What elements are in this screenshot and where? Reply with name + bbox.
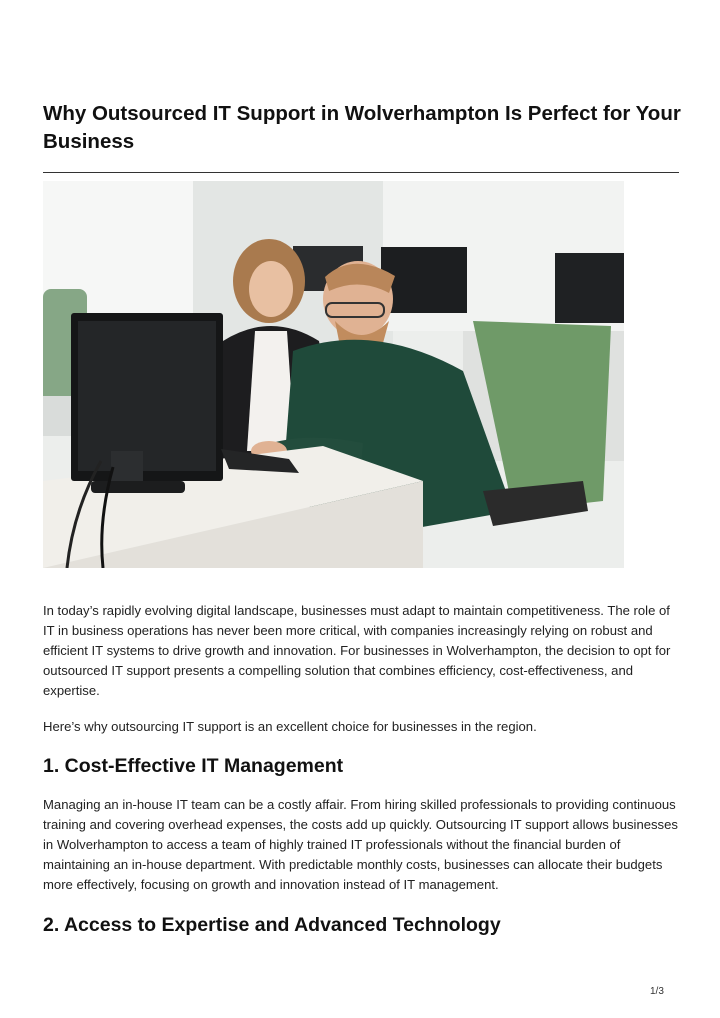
section-paragraph: Managing an in-house IT team can be a costly affair. From hiring skilled professionals to providing continuous training and covering overhead expenses, the costs add up quickly. Outsourcing IT support allows businesses in Wolverhampton to access a team of highly trained IT professionals without the financial burden of maintaining an in-house department. With predictable monthly costs, businesses can allocate their budgets more effectively, focusing on growth and innovation instead of IT management. — [43, 797, 678, 892]
intro-paragraph: In today’s rapidly evolving digital landscape, businesses must adapt to maintain competitiveness. The role of IT in business operations has never been more critical, with companies increasingly relying on robust and efficient IT systems to drive growth and innovation. For businesses in Wolverhampton, the decision to opt for outsourced IT support presents a compelling solution that combines efficiency, cost-effectiveness, and expertise. — [43, 603, 671, 698]
article-title: Why Outsourced IT Support in Wolverhampton Is Perfect for Your Business — [43, 102, 681, 153]
section-heading: 2. Access to Expertise and Advanced Technology — [43, 914, 501, 936]
title-divider — [43, 172, 679, 173]
section-heading: 1. Cost-Effective IT Management — [43, 755, 344, 777]
hero-image — [43, 181, 624, 568]
page-number: 1/3 — [650, 986, 664, 997]
lead-in-paragraph: Here’s why outsourcing IT support is an excellent choice for businesses in the region. — [43, 719, 537, 734]
